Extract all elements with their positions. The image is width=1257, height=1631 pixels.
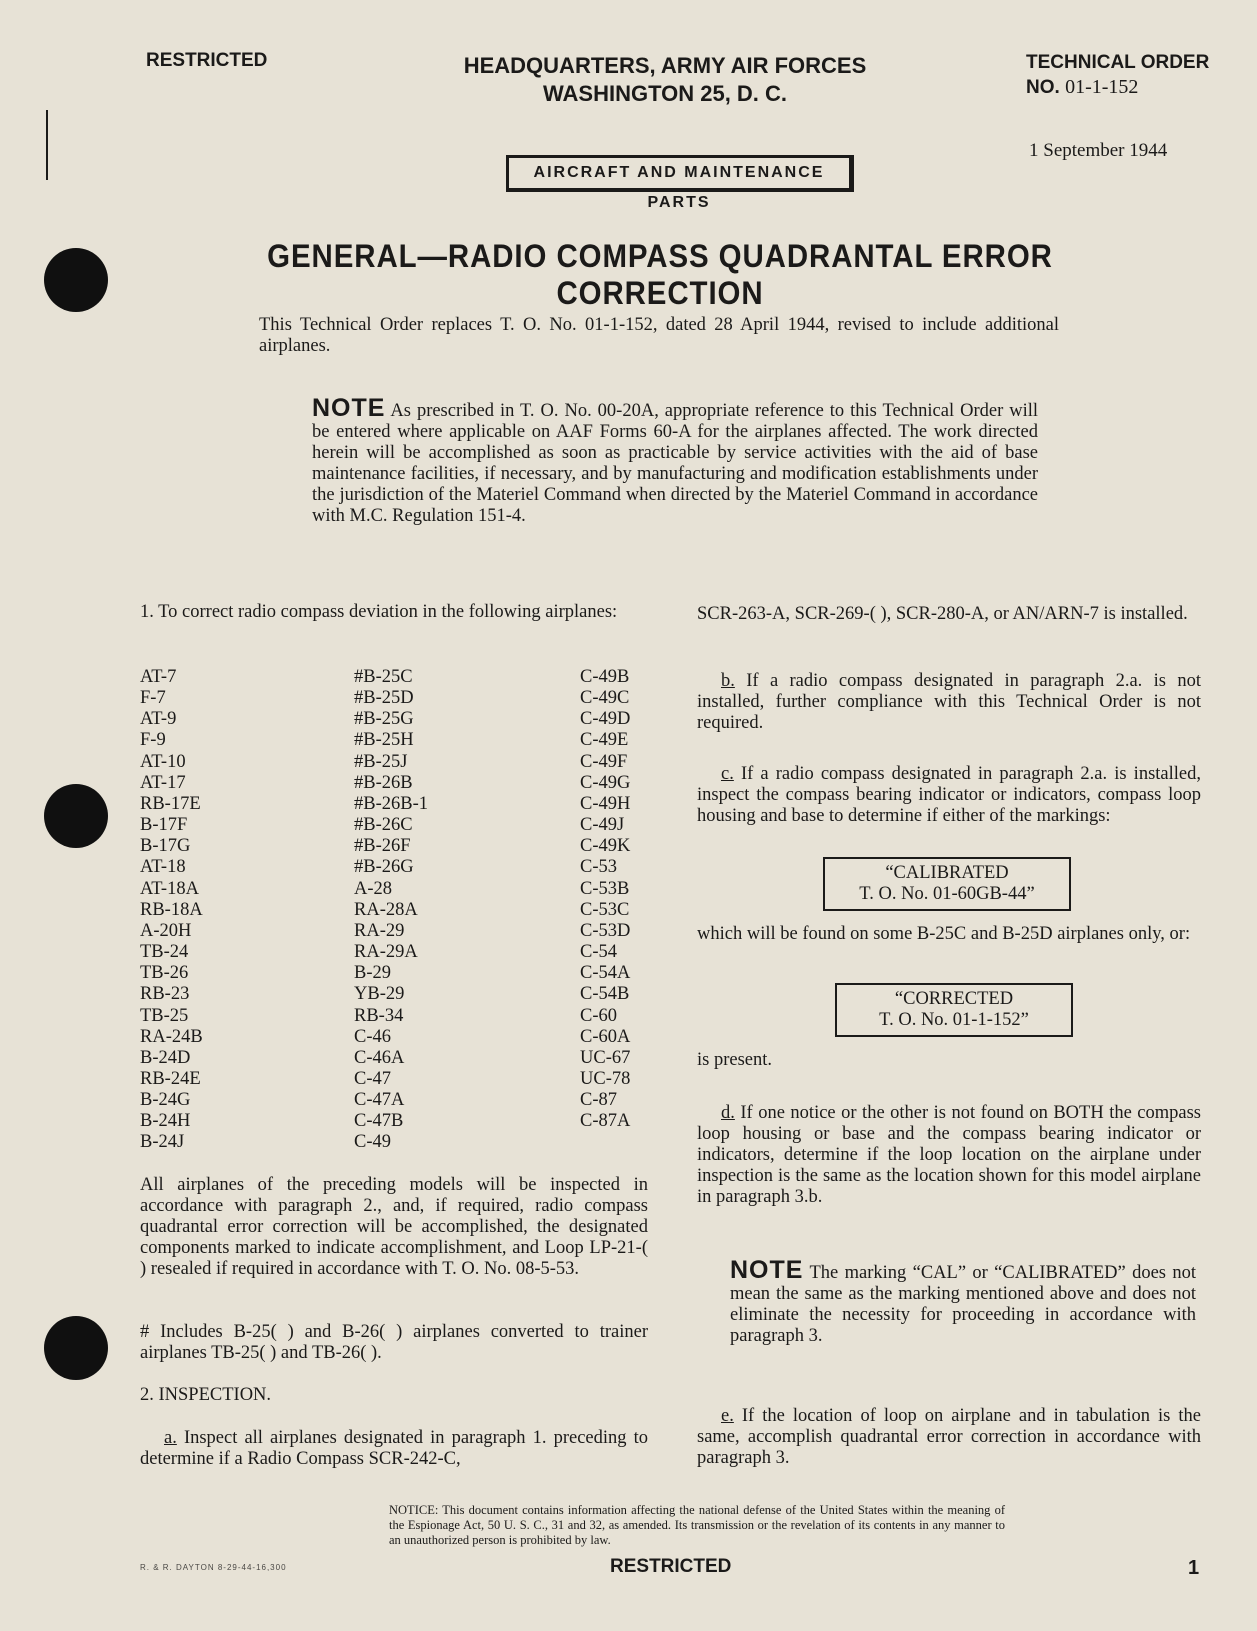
airplane-model: RB-24E (140, 1068, 201, 1089)
binder-hole-middle (44, 784, 108, 848)
airplane-model: B-24H (140, 1111, 191, 1132)
airplane-model: AT-18 (140, 857, 186, 878)
airplane-model: B-24J (140, 1132, 185, 1153)
airplane-model: C-49F (580, 751, 628, 772)
airplane-model: C-60 (580, 1005, 617, 1026)
inspection-heading: 2. INSPECTION. (140, 1385, 272, 1405)
page-number: 1 (1188, 1557, 1200, 1579)
headquarters-heading (440, 52, 890, 108)
paragraph-2a-letter: a. (164, 1428, 177, 1448)
airplane-model: C-60A (580, 1026, 631, 1047)
airplane-model: UC-78 (580, 1068, 631, 1089)
hq-line-2: WASHINGTON 25, D. C. (542, 81, 788, 106)
technical-order-label: TECHNICAL ORDER (1026, 52, 1210, 73)
airplane-model: RA-29A (354, 942, 418, 963)
note-label-1: NOTE (312, 394, 386, 422)
airplane-model: UC-67 (580, 1047, 631, 1068)
airplane-model: RA-24B (140, 1026, 203, 1047)
replacement-paragraph: This Technical Order replaces T. O. No. 01-1-152, dated 28 April 1944, revised to include additional airplanes. (259, 315, 1059, 356)
document-title: GENERAL—RADIO COMPASS QUADRANTAL ERROR CORRECTION (267, 238, 1053, 311)
airplane-model: TB-24 (140, 942, 189, 963)
airplane-model: AT-17 (140, 772, 186, 793)
airplane-model: RA-29 (354, 920, 405, 941)
airplane-model: B-24D (140, 1047, 191, 1068)
airplane-model: C-53B (580, 878, 630, 899)
paragraph-2b-letter: b. (721, 671, 735, 691)
paragraph-2d-text: If one notice or the other is not found on BOTH the compass loop housing or base and the compass bearing indicator or indicators, determine if the loop location on the airplane under inspection is the same as the location shown for this model airplane in paragraph 3.b. (697, 1103, 1202, 1207)
paragraph-2a-continued: SCR-263-A, SCR-269-( ), SCR-280-A, or AN/ARN-7 is installed. (697, 604, 1188, 624)
airplane-model: F-7 (140, 688, 166, 709)
paragraph-2c (697, 764, 1201, 827)
note-block-1 (312, 394, 1038, 527)
airplane-model: C-49G (580, 772, 631, 793)
technical-order-block (1026, 50, 1209, 100)
paragraph-2c-letter: c. (721, 764, 734, 784)
airplane-model: #B-26B (354, 772, 413, 793)
airplane-model: B-17F (140, 815, 188, 836)
airplane-model: RB-34 (354, 1005, 404, 1026)
corrected-line-1: “CORRECTED (894, 989, 1014, 1009)
technical-order-number: 01-1-152 (1065, 76, 1139, 98)
restricted-top-label: RESTRICTED (146, 50, 268, 71)
airplane-model: C-49H (580, 793, 631, 814)
technical-order-number-line (1026, 75, 1209, 100)
airplane-model: #B-26B-1 (354, 793, 428, 814)
calibrated-line-1: “CALIBRATED (885, 863, 1009, 883)
airplane-model: #B-26G (354, 857, 414, 878)
airplane-model: C-49J (580, 815, 625, 836)
hq-line-1: HEADQUARTERS, ARMY AIR FORCES (463, 53, 867, 78)
calibrated-line-2: T. O. No. 01-60GB-44” (859, 884, 1035, 904)
all-airplanes-paragraph: All airplanes of the preceding models will be inspected in accordance with paragraph 2., and, if required, radio compass quadrantal error correction will be accomplished, the designated components marked to indicate accomplishment, and Loop LP-21-( ) resealed if required in accordance with T. O. No. 08-5-53. (140, 1175, 648, 1279)
airplane-model: C-53 (580, 857, 617, 878)
airplane-model: AT-9 (140, 709, 177, 730)
note-text-2: The marking “CAL” or “CALIBRATED” does not mean the same as the marking mentioned above and does not eliminate the necessity for proceeding in accordance with paragraph 3. (730, 1263, 1196, 1346)
note-text-1: As prescribed in T. O. No. 00-20A, appropriate reference to this Technical Order will be entered where applicable on AAF Forms 60-A for the airplanes affected. The work directed herein will be accomplished as soon as practicable by service activities with the aid of base maintenance facilities, if necessary, and by manufacturing and modification establishments under the jurisdiction of the Materiel Command when directed by the Materiel Command in accordance with M.C. Regulation 151-4. (312, 401, 1038, 526)
airplane-model: TB-25 (140, 1005, 189, 1026)
security-notice: NOTICE: This document contains information affecting the national defense of the United States within the meaning of the Espionage Act, 50 U. S. C., 31 and 32, as amended. Its transmission or the revelation of its contents in any manner to an unauthorized person is prohibited by law. (389, 1503, 1005, 1547)
airplane-model: RA-28A (354, 899, 418, 920)
airplane-model: C-47A (354, 1090, 405, 1111)
airplane-model: C-87A (580, 1111, 631, 1132)
which-will-be-found-text: which will be found on some B-25C and B-25D airplanes only, or: (697, 924, 1191, 944)
airplane-model: C-54B (580, 984, 630, 1005)
is-present-text: is present. (697, 1050, 773, 1070)
airplane-model: #B-26C (354, 815, 413, 836)
includes-footnote: # Includes B-25( ) and B-26( ) airplanes converted to trainer airplanes TB-25( ) and TB-26( ). (140, 1322, 648, 1363)
paragraph-2b (697, 671, 1201, 734)
airplane-model: #B-25C (354, 667, 413, 687)
airplane-model: C-54 (580, 942, 617, 963)
airplane-model: C-53D (580, 920, 631, 941)
paragraph-2b-text: If a radio compass designated in paragraph 2.a. is not installed, further compliance with this Technical Order is not required. (697, 671, 1202, 733)
airplane-model: B-17G (140, 836, 191, 857)
airplane-model: C-49K (580, 836, 631, 857)
technical-order-number-prefix: NO. (1026, 77, 1060, 98)
airplane-model: AT-10 (140, 751, 186, 772)
airplane-list-col-1 (140, 667, 203, 1154)
airplane-model: C-53C (580, 899, 630, 920)
airplane-model: #B-25H (354, 730, 414, 751)
airplane-model: #B-25J (354, 751, 408, 772)
airplane-model: AT-18A (140, 878, 199, 899)
note-label-2: NOTE (730, 1256, 804, 1284)
binder-hole-top (44, 248, 108, 312)
binder-hole-bottom (44, 1316, 108, 1380)
airplane-model: C-49E (580, 730, 629, 751)
airplane-model: C-46A (354, 1047, 405, 1068)
restricted-bottom-label: RESTRICTED (610, 1556, 732, 1577)
airplane-model: #B-25G (354, 709, 414, 730)
airplane-model: C-54A (580, 963, 631, 984)
airplane-model: C-47B (354, 1111, 404, 1132)
airplane-model: C-49C (580, 688, 630, 709)
paragraph-2e (697, 1406, 1201, 1469)
airplane-list-col-3 (580, 667, 630, 1132)
category-box: AIRCRAFT AND MAINTENANCE PARTS (506, 155, 854, 192)
paragraph-2d (697, 1103, 1201, 1208)
paragraph-1-intro: 1. To correct radio compass deviation in the following airplanes: (140, 602, 618, 622)
airplane-model: A-28 (354, 878, 393, 899)
airplane-model: C-46 (354, 1026, 391, 1047)
corrected-line-2: T. O. No. 01-1-152” (879, 1010, 1029, 1030)
airplane-model: AT-7 (140, 667, 177, 687)
paragraph-2e-letter: e. (721, 1406, 734, 1426)
paragraph-2d-letter: d. (721, 1103, 735, 1123)
airplane-model: C-47 (354, 1068, 391, 1089)
airplane-model: A-20H (140, 920, 192, 941)
airplane-model: B-24G (140, 1090, 191, 1111)
note-block-2 (730, 1256, 1196, 1347)
airplane-model: C-49D (580, 709, 631, 730)
paragraph-2a (140, 1428, 648, 1470)
airplane-model: YB-29 (354, 984, 405, 1005)
issue-date: 1 September 1944 (1029, 140, 1168, 161)
corrected-marking-box (835, 983, 1073, 1037)
margin-mark (46, 110, 48, 180)
paragraph-2a-text: Inspect all airplanes designated in paragraph 1. preceding to determine if a Radio Compass SCR-242-C, (140, 1428, 649, 1469)
airplane-model: C-49 (354, 1132, 391, 1153)
airplane-model: RB-18A (140, 899, 203, 920)
airplane-model: TB-26 (140, 963, 189, 984)
paragraph-2e-text: If the location of loop on airplane and in tabulation is the same, accomplish quadrantal error correction in accordance with paragraph 3. (697, 1406, 1202, 1468)
calibrated-marking-box (823, 857, 1071, 911)
paragraph-2c-text: If a radio compass designated in paragraph 2.a. is installed, inspect the compass bearing indicator or indicators, compass loop housing and base to determine if either of the markings: (697, 764, 1201, 826)
airplane-model: B-29 (354, 963, 391, 984)
airplane-model: #B-25D (354, 688, 414, 709)
airplane-model: C-87 (580, 1090, 617, 1111)
airplane-model: F-9 (140, 730, 166, 751)
airplane-list-col-2 (354, 667, 428, 1154)
printer-imprint: R. & R. DAYTON 8-29-44-16,300 (140, 1563, 287, 1572)
airplane-model: RB-17E (140, 793, 201, 814)
airplane-model: C-49B (580, 667, 630, 687)
airplane-model: RB-23 (140, 984, 190, 1005)
airplane-model: #B-26F (354, 836, 411, 857)
